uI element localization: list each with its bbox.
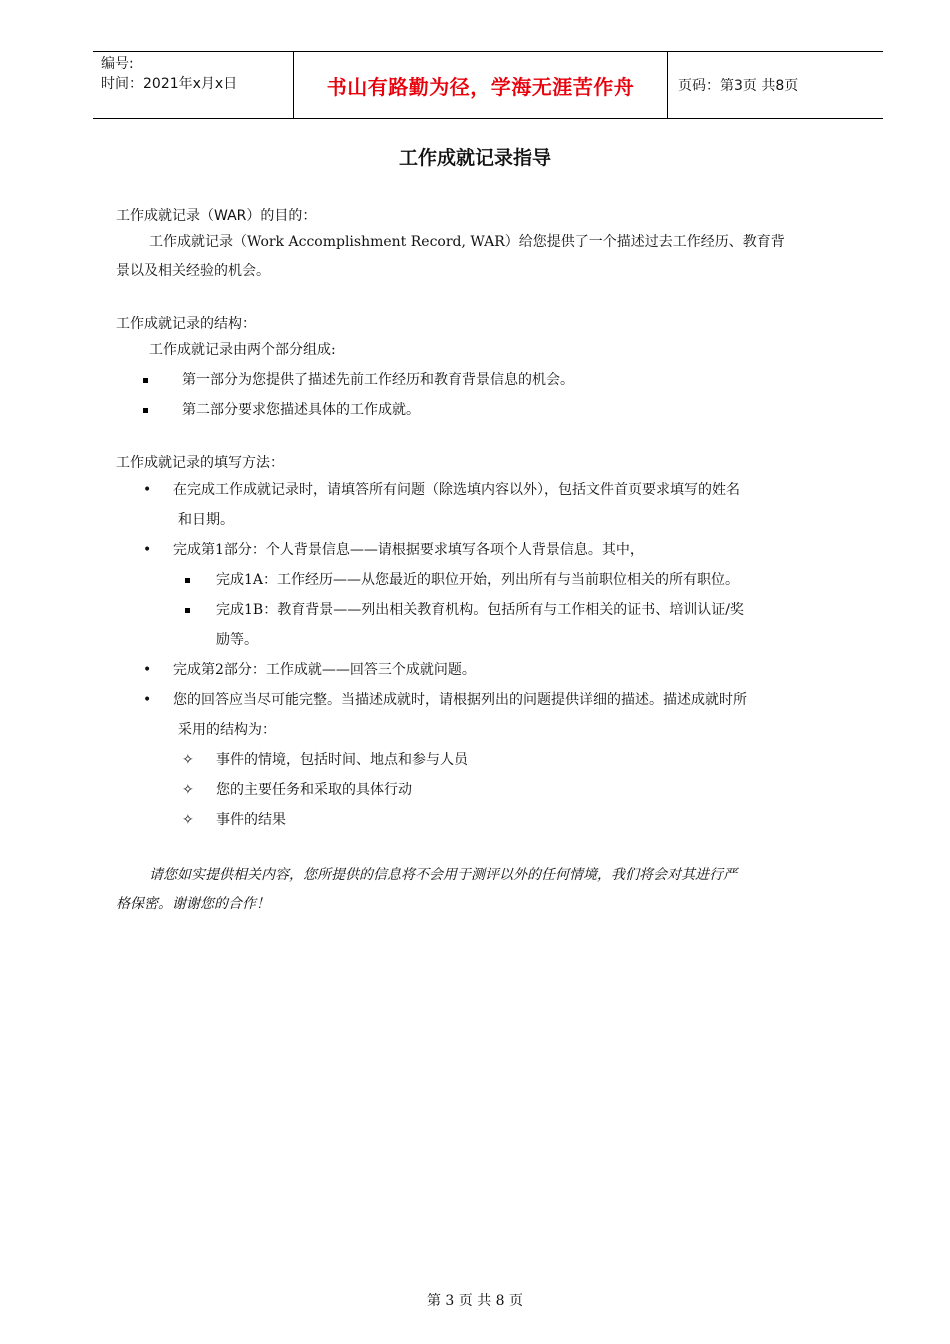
diamond-bullet-icon: ✧ xyxy=(182,782,194,798)
square-bullet-icon xyxy=(185,608,190,613)
diamond-list-item xyxy=(116,745,864,775)
closing-note-line2: 格保密。谢谢您的合作！ xyxy=(116,896,270,912)
section-purpose-text-line2: 景以及相关经验的机会。 xyxy=(116,263,270,279)
diamond-list-item-text: 事件的结果 xyxy=(216,812,286,828)
sub-list-item-text: 完成1B：教育背景——列出相关教育机构。包括所有与工作相关的证书、培训认证/奖 xyxy=(216,602,744,618)
closing-note-line1: 请您如实提供相关内容，您所提供的信息将不会用于测评以外的任何情境，我们将会对其进行严 xyxy=(149,867,737,883)
list-item-text: 和日期。 xyxy=(178,512,234,528)
page-title: 工作成就记录指导 xyxy=(398,147,551,169)
section-purpose-heading: 工作成就记录（WAR）的目的： xyxy=(116,208,317,224)
sub-list-item-text: 完成1A：工作经历——从您最近的职位开始，列出所有与当前职位相关的所有职位。 xyxy=(216,572,740,588)
dot-bullet-icon: • xyxy=(143,542,152,558)
section-structure-heading: 工作成就记录的结构： xyxy=(116,316,256,332)
header-meta xyxy=(93,52,294,118)
section-method-heading: 工作成就记录的填写方法： xyxy=(116,455,284,471)
list-item xyxy=(116,685,864,715)
document-time-label: 时间：2021年x月x日 xyxy=(101,76,238,92)
sub-list-item-continuation xyxy=(116,625,864,655)
header-motto: 书山有路勤为径，学海无涯苦作舟 xyxy=(294,52,668,118)
square-bullet-icon xyxy=(185,578,190,583)
diamond-list-item-text: 事件的情境，包括时间、地点和参与人员 xyxy=(216,752,468,768)
square-bullet-icon xyxy=(143,378,148,383)
list-item-text: 采用的结构为： xyxy=(178,722,276,738)
list-item xyxy=(116,395,864,425)
sub-list-item xyxy=(116,565,864,595)
diamond-bullet-icon: ✧ xyxy=(182,752,194,768)
list-item-text: 完成第2部分：工作成就——回答三个成就问题。 xyxy=(173,662,476,678)
dot-bullet-icon: • xyxy=(143,692,152,708)
page-header xyxy=(93,51,883,119)
diamond-list-item xyxy=(116,775,864,805)
list-item-text: 第一部分为您提供了描述先前工作经历和教育背景信息的机会。 xyxy=(182,372,574,388)
dot-bullet-icon: • xyxy=(143,482,152,498)
section-purpose-text-line1: 工作成就记录（Work Accomplishment Record, WAR）给您提供了一个描述过去工作经历、教育背 xyxy=(149,234,785,250)
sub-list-item-text: 励等。 xyxy=(216,632,258,648)
sub-list-item xyxy=(116,595,864,625)
square-bullet-icon xyxy=(143,408,148,413)
diamond-list-item-text: 您的主要任务和采取的具体行动 xyxy=(216,782,412,798)
list-item-text: 第二部分要求您描述具体的工作成就。 xyxy=(182,402,420,418)
diamond-list-item xyxy=(116,805,864,835)
document-number-label: 编号: xyxy=(101,56,134,72)
list-item-text: 在完成工作成就记录时，请填答所有问题（除选填内容以外），包括文件首页要求填写的姓名 xyxy=(173,482,740,498)
document-body xyxy=(116,204,864,919)
list-item xyxy=(116,365,864,395)
dot-bullet-icon: • xyxy=(143,662,152,678)
list-item xyxy=(116,655,864,685)
list-item-text: 您的回答应当尽可能完整。当描述成就时，请根据列出的问题提供详细的描述。描述成就时所 xyxy=(173,692,747,708)
header-page-info: 页码：第3页 共8页 xyxy=(678,78,799,94)
section-structure-intro: 工作成就记录由两个部分组成: xyxy=(149,342,336,358)
list-item xyxy=(116,475,864,505)
list-item xyxy=(116,535,864,565)
list-item-continuation xyxy=(116,715,864,745)
list-item-continuation xyxy=(116,505,864,535)
diamond-bullet-icon: ✧ xyxy=(182,812,194,828)
page-footer: 第 3 页 共 8 页 xyxy=(426,1293,524,1309)
list-item-text: 完成第1部分：个人背景信息——请根据要求填写各项个人背景信息。其中， xyxy=(173,542,644,558)
